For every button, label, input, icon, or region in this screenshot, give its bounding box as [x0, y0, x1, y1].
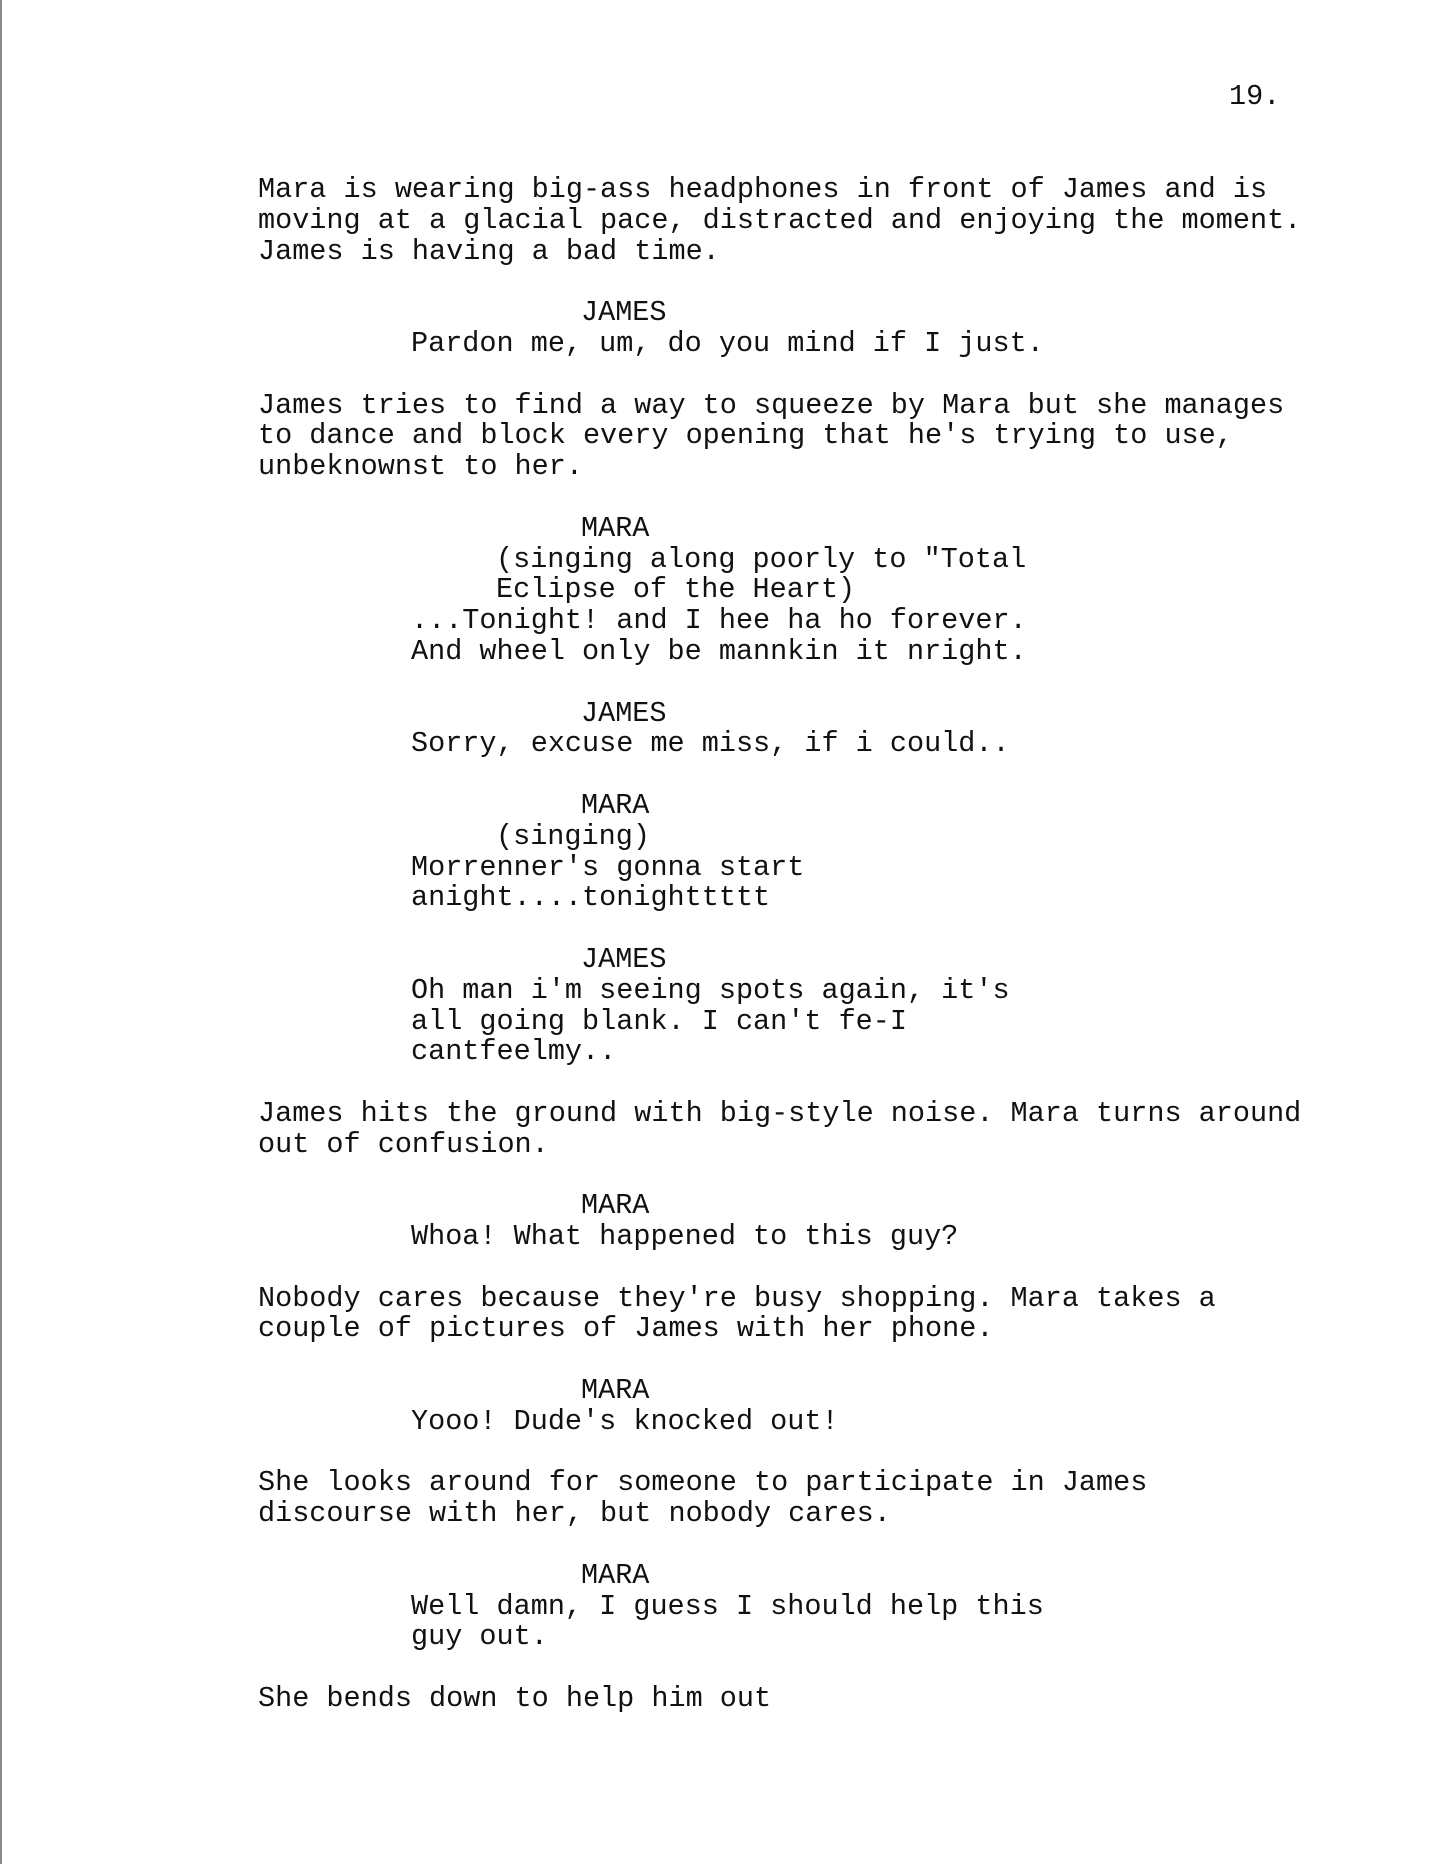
- parenthetical-line: (singing along poorly to "Total: [496, 542, 1027, 576]
- action-block: [258, 388, 1358, 484]
- dialogue-block: [258, 1191, 1358, 1253]
- character-name: MARA: [581, 1189, 650, 1223]
- page-number: 19.: [1229, 80, 1281, 113]
- character-name: MARA: [581, 1374, 650, 1408]
- action-line: Nobody cares because they're busy shopping. Mara takes a: [258, 1281, 1216, 1315]
- dialogue-line: Morrenner's gonna start: [411, 850, 805, 884]
- dialogue-line: Yooo! Dude's knocked out!: [411, 1404, 839, 1438]
- dialogue-block: [258, 696, 1358, 761]
- action-block: [258, 1684, 1358, 1715]
- dialogue-block: [258, 298, 1358, 360]
- parenthetical-line: (singing): [496, 819, 650, 853]
- action-block: [258, 1281, 1358, 1346]
- action-line: couple of pictures of James with her phone.: [258, 1312, 994, 1346]
- dialogue-block: [258, 1558, 1358, 1654]
- action-line: Mara is wearing big-ass headphones in front of James and is: [258, 173, 1268, 206]
- character-name: JAMES: [581, 942, 667, 976]
- action-line: James hits the ground with big-style noise. Mara turns around: [258, 1096, 1302, 1130]
- dialogue-block: [258, 511, 1358, 668]
- action-block: [258, 1096, 1358, 1161]
- action-line: James tries to find a way to squeeze by Mara but she manages: [258, 388, 1285, 422]
- action-line: moving at a glacial pace, distracted and enjoying the moment.: [258, 203, 1302, 237]
- dialogue-line: anight....tonighttttt: [411, 881, 771, 915]
- character-name: MARA: [581, 1558, 650, 1592]
- character-name: MARA: [581, 511, 650, 545]
- action-line: She bends down to help him out: [258, 1682, 772, 1716]
- dialogue-line: all going blank. I can't fe-I: [411, 1004, 907, 1038]
- dialogue-line: ...Tonight! and I hee ha ho forever.: [411, 604, 1027, 638]
- action-line: unbeknownst to her.: [258, 450, 583, 484]
- dialogue-line: Whoa! What happened to this guy?: [411, 1220, 959, 1254]
- dialogue-block: [258, 942, 1358, 1069]
- dialogue-line: And wheel only be mannkin it nright.: [411, 634, 1027, 668]
- action-block: [258, 1468, 1358, 1530]
- parenthetical-line: Eclipse of the Heart): [496, 573, 856, 607]
- dialogue-line: cantfeelmy..: [411, 1035, 617, 1069]
- script-body: [258, 175, 1358, 1715]
- action-line: out of confusion.: [258, 1127, 549, 1161]
- dialogue-line: Sorry, excuse me miss, if i could..: [411, 727, 1010, 761]
- dialogue-block: [258, 1376, 1358, 1438]
- dialogue-line: Oh man i'm seeing spots again, it's: [411, 973, 1010, 1007]
- dialogue-block: [258, 788, 1358, 915]
- action-line: She looks around for someone to participate in James: [258, 1466, 1148, 1500]
- action-block: [258, 175, 1358, 267]
- action-line: James is having a bad time.: [258, 234, 720, 268]
- dialogue-line: guy out.: [411, 1620, 548, 1654]
- action-line: discourse with her, but nobody cares.: [258, 1497, 891, 1531]
- character-name: JAMES: [581, 296, 667, 330]
- character-name: JAMES: [581, 696, 667, 730]
- action-line: to dance and block every opening that he's trying to use,: [258, 419, 1233, 453]
- dialogue-line: Well damn, I guess I should help this: [411, 1589, 1044, 1623]
- dialogue-line: Pardon me, um, do you mind if I just.: [411, 326, 1044, 360]
- character-name: MARA: [581, 788, 650, 822]
